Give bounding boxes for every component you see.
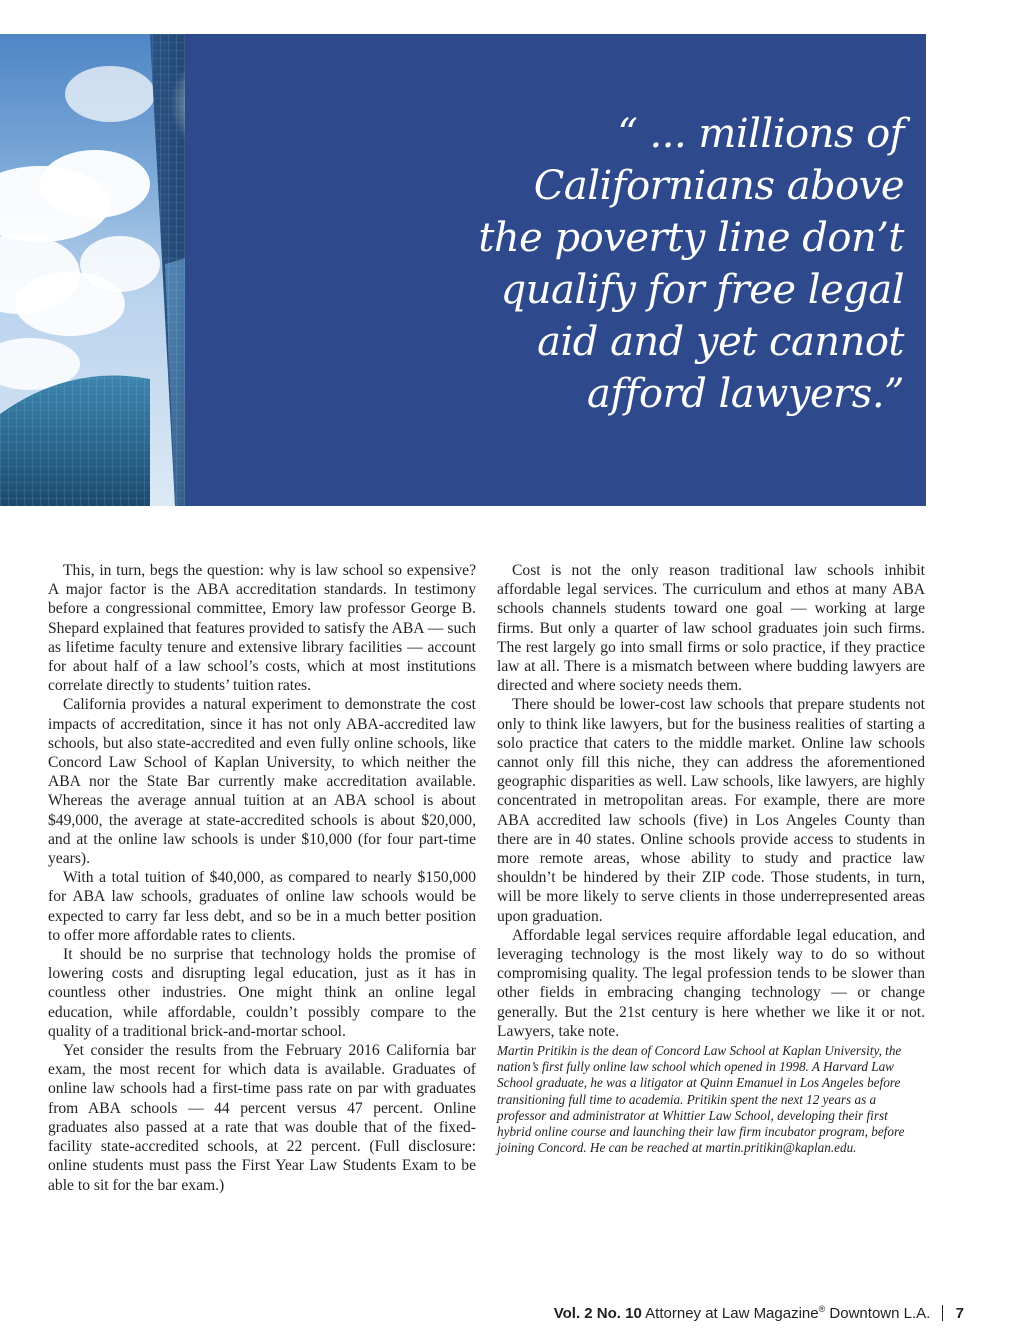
article-column-right [497, 561, 925, 1157]
author-bio: Martin Pritikin is the dean of Concord Law School at Kaplan University, the nation’s first fully online law school which opened in 1998. A Harvard Law School graduate, he was a litigator at Quinn Emanuel in Los Angeles before transitioning full time to academia. Pritikin spent the next 12 years as a professor and administrator at Whittier Law School, developing their first hybrid online course and launching their law firm incubator program, before joining Concord. He can be reached at martin.pritikin@kaplan.edu. [497, 1043, 905, 1156]
paragraph: Cost is not the only reason traditional law schools inhibit affordable legal services. The curriculum and ethos at many ABA schools channels students toward one goal — working at large firms. But only a quarter of law school graduates join such firms. The rest largely go into small firms or solo practice, if they practice law at all. There is a mismatch between where budding lawyers are directed and where society needs them. [497, 562, 925, 695]
pull-quote: “ ... millions of Californians above the poverty line don’t qualify for free legal aid and yet cannot afford lawyers.” [478, 111, 904, 417]
footer-edition: Downtown L.A. [829, 1305, 931, 1322]
paragraph: California provides a natural experiment to demonstrate the cost impacts of accreditation, since it has not only ABA-accredited law schools, but also state-accredited and even fully online schools, like Concord Law School of Kaplan University, to which neither the ABA nor the State Bar currently make accreditation available. Whereas the average annual tuition at an ABA school is about $49,000, the average at state-accredited schools is about $20,000, and at the online law schools is under $10,000 (for four part-time years). [48, 696, 476, 868]
article-column-left [48, 561, 476, 1195]
paragraph: It should be no surprise that technology holds the promise of lowering costs and disrupting legal education, just as it has in countless other industries. One might think an online legal education, while affordable, couldn’t possibly compare to the quality of a traditional brick-and-mortar school. [48, 946, 476, 1040]
paragraph: There should be lower-cost law schools that prepare students not only to think like lawyers, but for the business realities of starting a solo practice that caters to the middle market. Online law schools cannot only fill this niche, they can address the aforementioned geographic disparities as well. Law schools, like lawyers, are highly concentrated in metropolitan areas. For example, there are more ABA accredited law schools (five) in Los Angeles County than there are in 40 states. Online schools provide access to students in more remote areas, whose ability to study and practice law shouldn’t be hindered by their ZIP code. Those students, in turn, will be more likely to serve clients in those underrepresented areas upon graduation. [497, 696, 925, 925]
footer-divider [942, 1305, 943, 1321]
paragraph: This, in turn, begs the question: why is law school so expensive? A major factor is the ABA accreditation standards. In testimony before a congressional committee, Emory law professor George B. Shepard explained that features provided to satisfy the ABA — such as lifetime faculty tenure and extensive library facilities — account for about half of a law school’s costs, which at most institutions correlate directly to students’ tuition rates. [48, 562, 476, 695]
footer-volume: Vol. 2 No. 10 [553, 1305, 642, 1322]
footer-magazine: Attorney at Law Magazine [645, 1305, 819, 1322]
registered-mark: ® [818, 1304, 826, 1314]
paragraph: Yet consider the results from the February 2016 California bar exam, the most recent for which data is available. Graduates of online law schools had a first-time pass rate on par with graduates from ABA schools — 44 percent versus 47 percent. Online graduates also passed at a rate that was double that of the fixed-facility state-accredited schools, at 22 percent. (Full disclosure: online students must pass the First Year Law Students Exam to be able to sit for the bar exam.) [48, 1042, 476, 1194]
page-number: 7 [955, 1305, 964, 1322]
clouds [0, 66, 160, 390]
page-footer [554, 1304, 964, 1322]
paragraph: Affordable legal services require affordable legal education, and leveraging technology is the most likely way to do so without compromising quality. The legal profession tends to be slower than other fields in embracing changing technology — or change generally. But the 21st century is here whether we like it or not. Lawyers, take note. [497, 926, 925, 1040]
paragraph: With a total tuition of $40,000, as compared to nearly $150,000 for ABA law schools, graduates of online law schools would be expected to carry far less debt, and so be in a much better position to offer more affordable rates to clients. [48, 869, 476, 944]
